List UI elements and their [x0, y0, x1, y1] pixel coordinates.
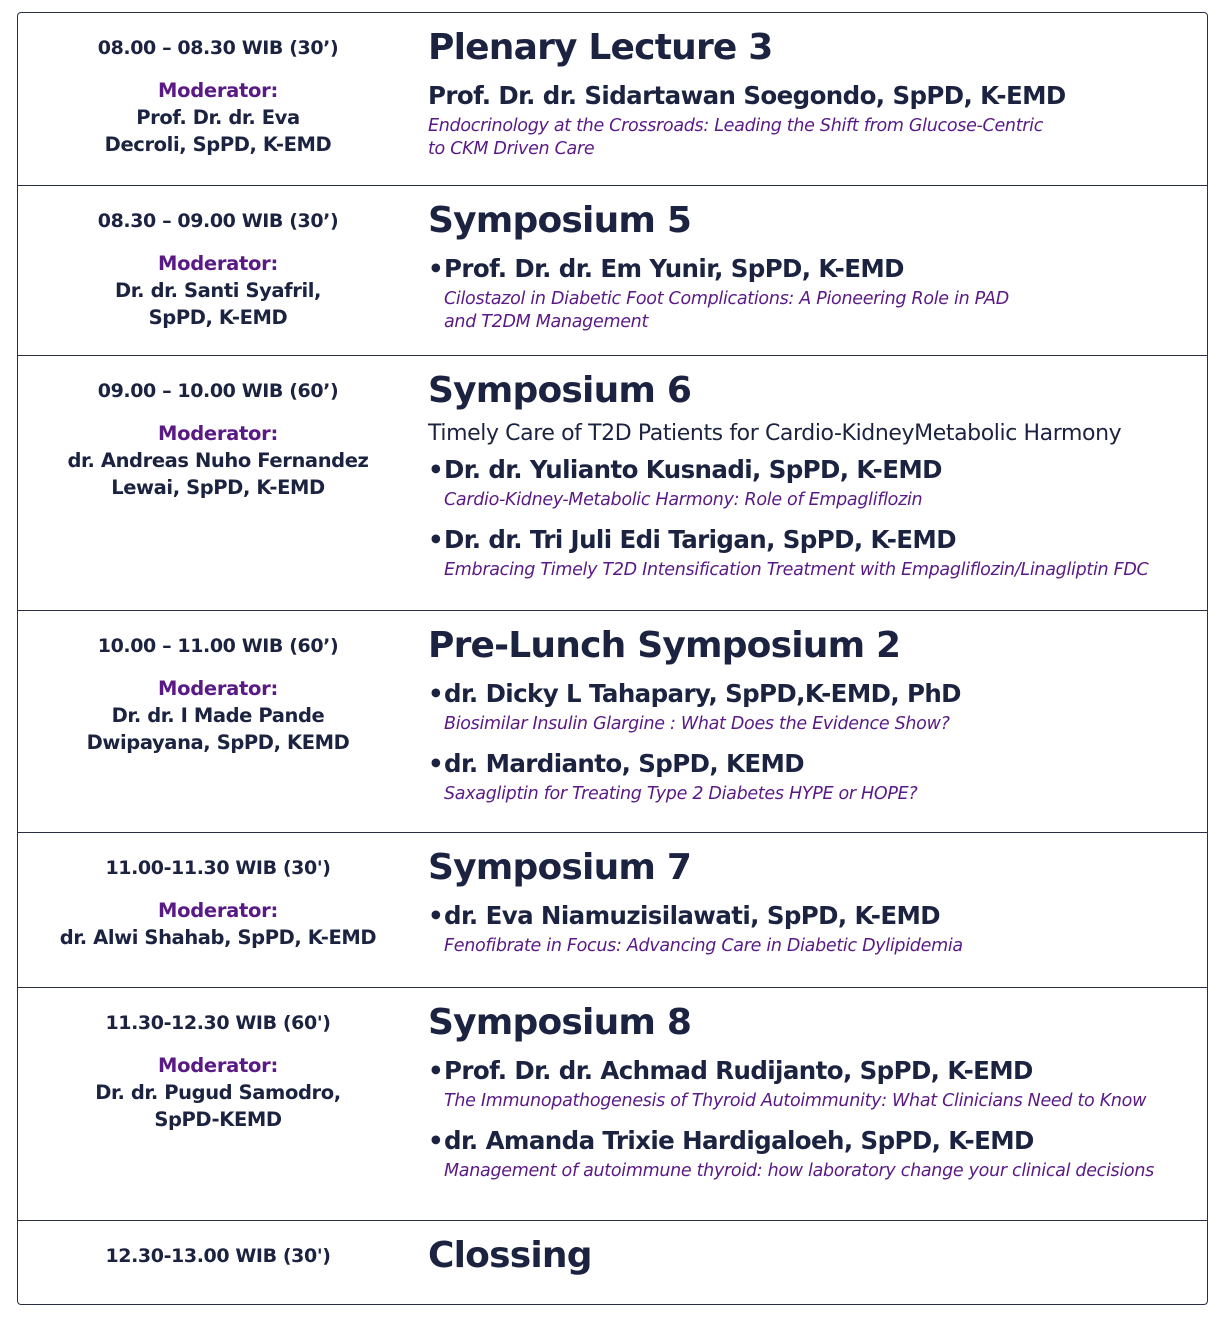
speaker-entry	[428, 524, 1197, 582]
session-title: Symposium 6	[428, 370, 692, 411]
session-title: Symposium 8	[428, 1002, 692, 1043]
talk-topic: Biosimilar Insulin Glargine : What Does the Evidence Show?	[444, 714, 950, 734]
bullet-icon: •	[428, 901, 444, 930]
moderator-label: Moderator:	[158, 422, 278, 445]
session-content	[428, 833, 1197, 958]
moderator-label: Moderator:	[158, 79, 278, 102]
speaker-entry	[428, 748, 1197, 806]
speaker-entry	[428, 454, 1197, 512]
session-time: 09.00 – 10.00 WIB (60’)	[97, 380, 339, 402]
session-title: Clossing	[428, 1235, 592, 1276]
session-content	[428, 988, 1197, 1183]
bullet-icon: •	[428, 1126, 444, 1155]
moderator-name: Dr. dr. Santi Syafril,	[114, 279, 322, 302]
session-time: 10.00 – 11.00 WIB (60’)	[97, 635, 339, 657]
moderator-name: Decroli, SpPD, K-EMD	[104, 133, 332, 156]
speaker-name: •dr. Mardianto, SpPD, KEMD	[428, 749, 805, 778]
speaker-name: •Prof. Dr. dr. Em Yunir, SpPD, K-EMD	[428, 254, 904, 283]
speaker-entry	[428, 900, 1197, 958]
session-title: Plenary Lecture 3	[428, 27, 773, 68]
talk-topic: to CKM Driven Care	[428, 139, 595, 159]
moderator-label: Moderator:	[158, 252, 278, 275]
session-row	[18, 186, 1207, 356]
bullet-icon: •	[428, 525, 444, 554]
talk-topic: The Immunopathogenesis of Thyroid Autoimmunity: What Clinicians Need to Know	[444, 1091, 1147, 1111]
session-info	[18, 833, 418, 951]
talk-topic: Fenofibrate in Focus: Advancing Care in Diabetic Dylipidemia	[444, 936, 963, 956]
moderator-name: dr. Alwi Shahab, SpPD, K-EMD	[59, 926, 377, 949]
session-time: 11.30-12.30 WIB (60')	[105, 1012, 331, 1034]
session-row	[18, 988, 1207, 1221]
moderator-label: Moderator:	[158, 899, 278, 922]
speaker-name: •dr. Dicky L Tahapary, SpPD,K-EMD, PhD	[428, 679, 961, 708]
moderator-name: Dr. dr. Pugud Samodro,	[95, 1081, 341, 1104]
speaker-entry	[428, 1055, 1197, 1113]
session-time: 11.00-11.30 WIB (30')	[105, 857, 331, 879]
moderator-name: Dr. dr. I Made Pande	[111, 704, 325, 727]
talk-topic: Cardio-Kidney-Metabolic Harmony: Role of Empagliflozin	[444, 490, 923, 510]
moderator-name: SpPD-KEMD	[154, 1108, 282, 1131]
speaker-name: •Dr. dr. Tri Juli Edi Tarigan, SpPD, K-EMD	[428, 525, 956, 554]
session-content	[428, 1221, 1197, 1277]
session-info	[18, 186, 418, 331]
talk-topic: Saxagliptin for Treating Type 2 Diabetes HYPE or HOPE?	[444, 784, 918, 804]
moderator-name: Prof. Dr. dr. Eva	[136, 106, 300, 129]
speaker-name: •Prof. Dr. dr. Achmad Rudijanto, SpPD, K-EMD	[428, 1056, 1033, 1085]
talk-topic: Embracing Timely T2D Intensification Treatment with Empagliflozin/Linagliptin FDC	[444, 560, 1149, 580]
session-info	[18, 1221, 418, 1267]
session-row	[18, 611, 1207, 833]
speaker-entry	[428, 1125, 1197, 1183]
session-row	[18, 13, 1207, 186]
session-subtitle: Timely Care of T2D Patients for Cardio-KidneyMetabolic Harmony	[428, 421, 1122, 446]
speaker-entry	[428, 253, 1197, 334]
speaker-name: •dr. Amanda Trixie Hardigaloeh, SpPD, K-EMD	[428, 1126, 1034, 1155]
talk-topic: Cilostazol in Diabetic Foot Complications: A Pioneering Role in PAD	[444, 289, 1009, 309]
session-title: Pre-Lunch Symposium 2	[428, 625, 901, 666]
bullet-icon: •	[428, 254, 444, 283]
bullet-icon: •	[428, 679, 444, 708]
session-content	[428, 186, 1197, 334]
session-row	[18, 833, 1207, 988]
session-content	[428, 611, 1197, 806]
session-time: 08.00 – 08.30 WIB (30’)	[97, 37, 339, 59]
moderator-name: Lewai, SpPD, K-EMD	[111, 476, 325, 499]
bullet-icon: •	[428, 1056, 444, 1085]
schedule-table	[17, 12, 1208, 1305]
session-info	[18, 13, 418, 158]
moderator-label: Moderator:	[158, 1054, 278, 1077]
speaker-name: •Dr. dr. Yulianto Kusnadi, SpPD, K-EMD	[428, 455, 942, 484]
speaker-name: •dr. Eva Niamuzisilawati, SpPD, K-EMD	[428, 901, 941, 930]
moderator-label: Moderator:	[158, 677, 278, 700]
speaker-entry	[428, 80, 1197, 161]
moderator-name: SpPD, K-EMD	[148, 306, 288, 329]
session-content	[428, 13, 1197, 161]
session-title: Symposium 5	[428, 200, 692, 241]
session-info	[18, 611, 418, 756]
session-row	[18, 356, 1207, 611]
talk-topic: and T2DM Management	[444, 312, 649, 332]
session-time: 08.30 – 09.00 WIB (30’)	[97, 210, 339, 232]
session-info	[18, 356, 418, 501]
session-time: 12.30-13.00 WIB (30')	[105, 1245, 331, 1267]
talk-topic: Endocrinology at the Crossroads: Leading the Shift from Glucose-Centric	[428, 116, 1044, 136]
bullet-icon: •	[428, 455, 444, 484]
talk-topic: Management of autoimmune thyroid: how laboratory change your clinical decisions	[444, 1161, 1154, 1181]
session-content	[428, 356, 1197, 582]
session-row	[18, 1221, 1207, 1305]
bullet-icon: •	[428, 749, 444, 778]
moderator-name: Dwipayana, SpPD, KEMD	[86, 731, 350, 754]
speaker-name: Prof. Dr. dr. Sidartawan Soegondo, SpPD, K-EMD	[428, 81, 1066, 110]
session-title: Symposium 7	[428, 847, 692, 888]
speaker-entry	[428, 678, 1197, 736]
session-info	[18, 988, 418, 1133]
moderator-name: dr. Andreas Nuho Fernandez	[67, 449, 369, 472]
